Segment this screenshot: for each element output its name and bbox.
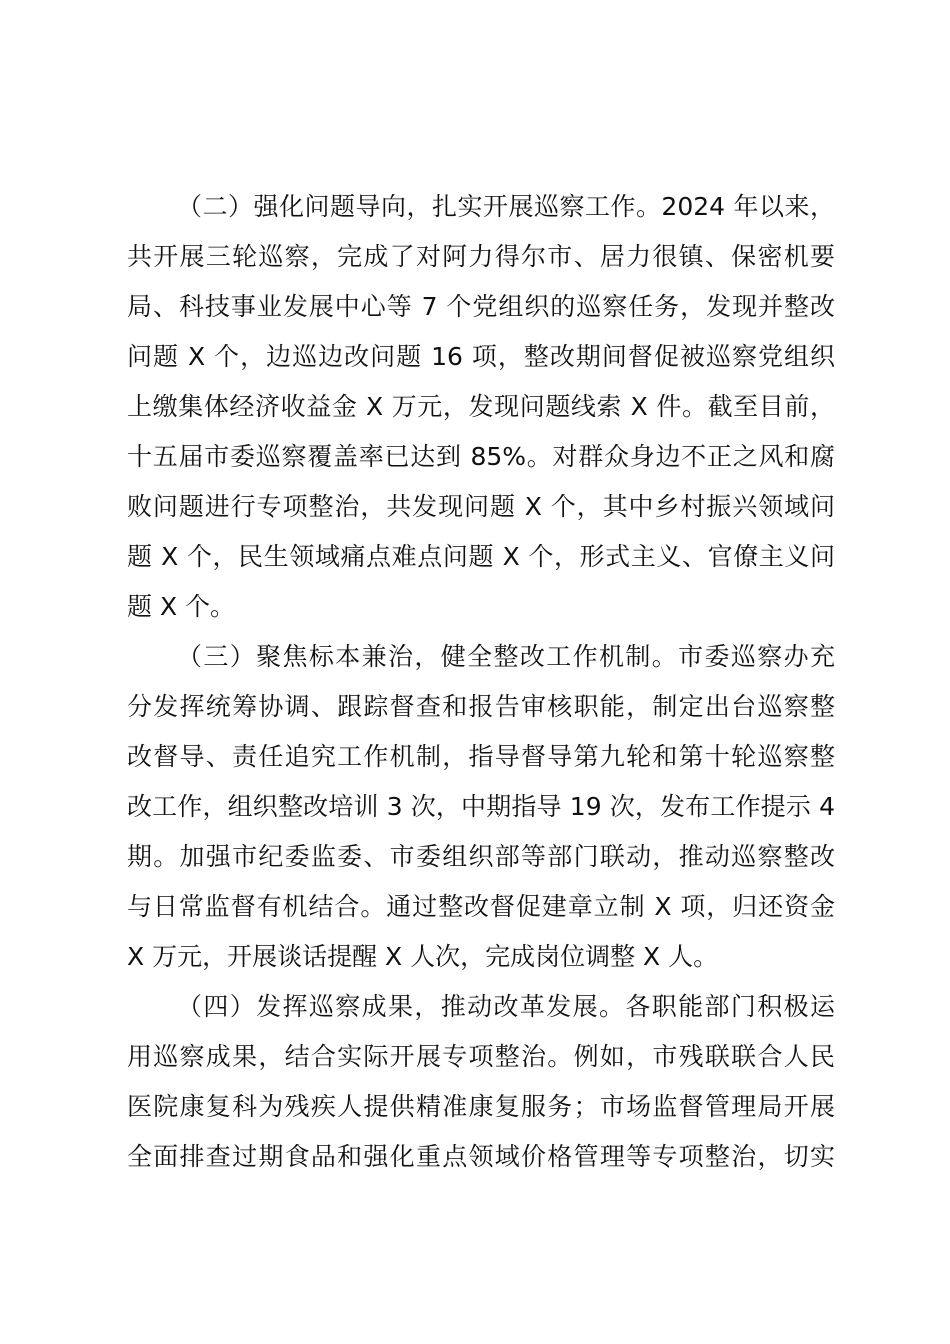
text-line: 上缴集体经济收益金 X 万元，发现问题线索 X 件。截至目前， (127, 392, 835, 421)
document-body (127, 182, 835, 1182)
paragraph-inspection-results (127, 982, 835, 1182)
text-line: 败问题进行专项整治，共发现问题 X 个，其中乡村振兴领域问 (127, 492, 835, 521)
text-line: （二）强化问题导向，扎实开展巡察工作。2024 年以来， (177, 192, 835, 221)
text-line: （三）聚焦标本兼治，健全整改工作机制。市委巡察办充 (177, 642, 835, 671)
text-line: 与日常监督有机结合。通过整改督促建章立制 X 项，归还资金 (127, 892, 835, 921)
text-line: 医院康复科为残疾人提供精准康复服务；市场监督管理局开展 (127, 1092, 835, 1121)
text-line: 共开展三轮巡察，完成了对阿力得尔市、居力很镇、保密机要 (127, 242, 835, 271)
text-line: X 万元，开展谈话提醒 X 人次，完成岗位调整 X 人。 (127, 942, 719, 971)
paragraph-rectification-mechanism (127, 632, 835, 982)
text-line: 改工作，组织整改培训 3 次，中期指导 19 次，发布工作提示 4 (127, 792, 835, 821)
text-line: 局、科技事业发展中心等 7 个党组织的巡察任务，发现并整改 (127, 292, 835, 321)
text-line: 用巡察成果，结合实际开展专项整治。例如，市残联联合人民 (127, 1042, 835, 1071)
text-line: 全面排查过期食品和强化重点领域价格管理等专项整治，切实 (127, 1142, 835, 1171)
paragraph-inspection-work (127, 182, 835, 632)
text-line: 问题 X 个，边巡边改问题 16 项，整改期间督促被巡察党组织 (127, 342, 835, 371)
text-line: 题 X 个。 (127, 592, 236, 621)
text-line: 期。加强市纪委监委、市委组织部等部门联动，推动巡察整改 (127, 842, 835, 871)
text-line: 改督导、责任追究工作机制，指导督导第九轮和第十轮巡察整 (127, 742, 835, 771)
text-line: （四）发挥巡察成果，推动改革发展。各职能部门积极运 (177, 992, 835, 1021)
text-line: 十五届市委巡察覆盖率已达到 85%。对群众身边不正之风和腐 (127, 442, 835, 471)
text-line: 题 X 个，民生领域痛点难点问题 X 个，形式主义、官僚主义问 (127, 542, 835, 571)
text-line: 分发挥统筹协调、跟踪督查和报告审核职能，制定出台巡察整 (127, 692, 835, 721)
